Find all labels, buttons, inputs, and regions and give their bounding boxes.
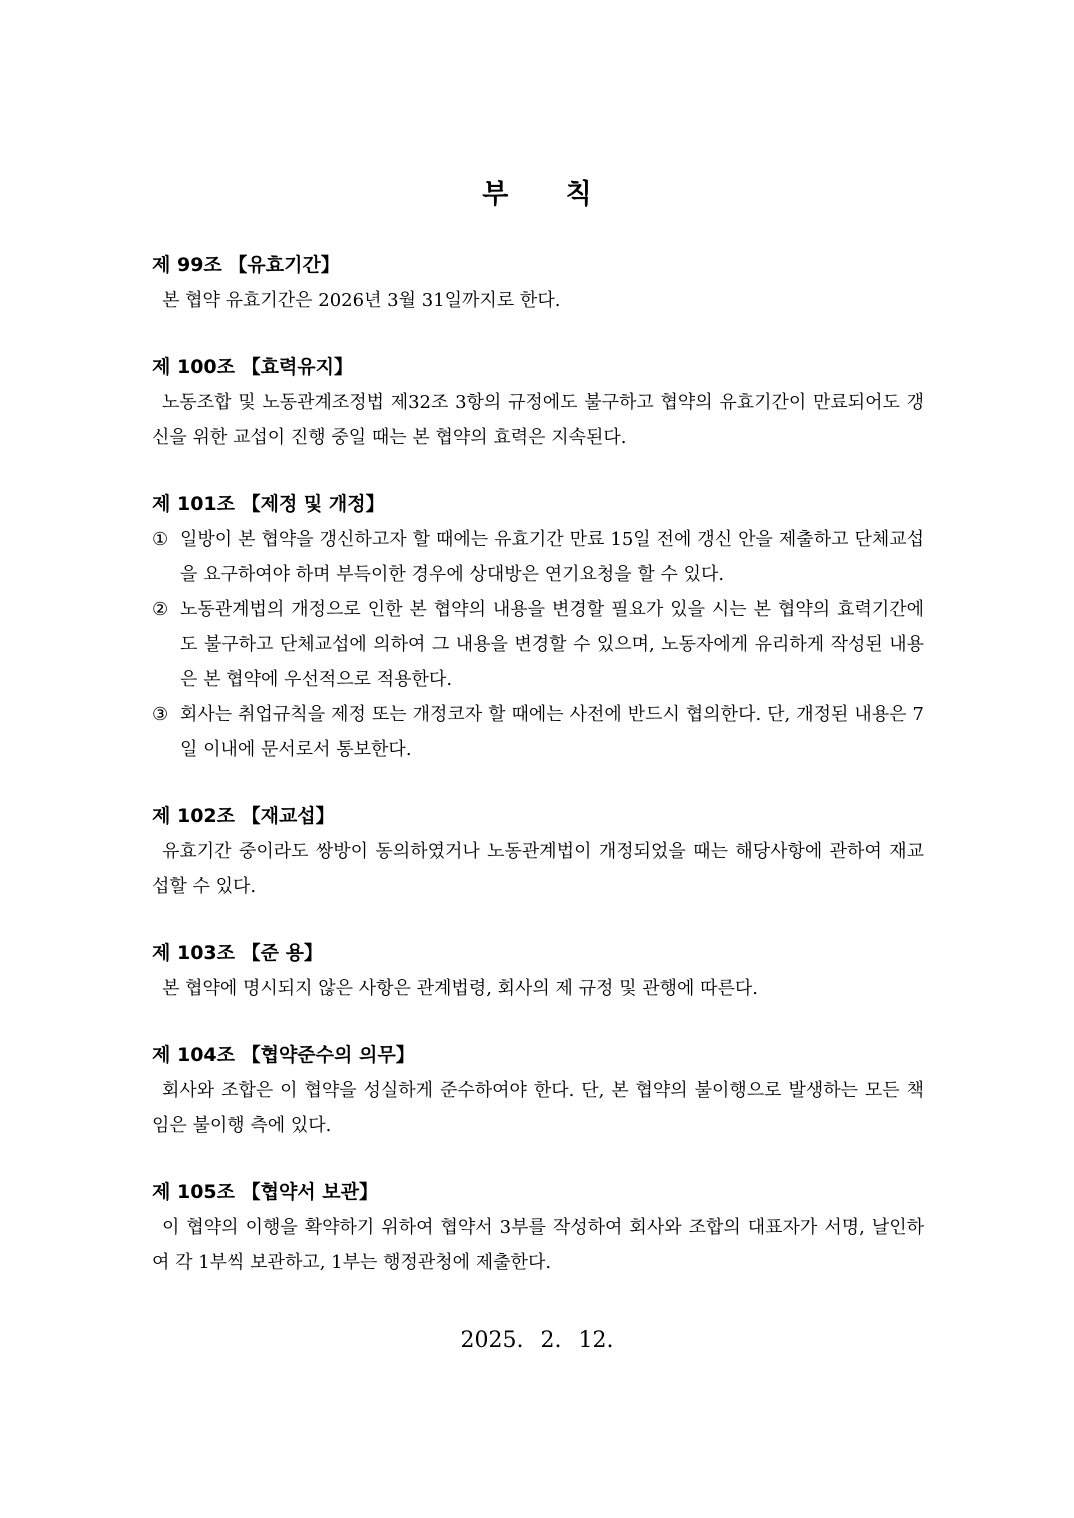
article-heading: 제 103조 【준 용】 — [152, 942, 323, 964]
article-body: 노동조합 및 노동관계조정법 제32조 3항의 규정에도 불구하고 협약의 유효기간이 만료되어도 갱신을 위한 교섭이 진행 중일 때는 본 협약의 효력은 지속된다. — [152, 392, 924, 448]
article-100 — [152, 352, 924, 455]
article-body: 본 협약에 명시되지 않은 사항은 관계법령, 회사의 제 규정 및 관행에 따른다. — [162, 978, 759, 999]
article-102 — [152, 801, 924, 904]
article-body: 이 협약의 이행을 확약하기 위하여 협약서 3부를 작성하여 회사와 조합의 대표자가 서명, 날인하여 각 1부씩 보관하고, 1부는 행정관청에 제출한다. — [152, 1217, 924, 1273]
article-104 — [152, 1040, 924, 1143]
article-heading: 제 104조 【협약준수의 의무】 — [152, 1044, 415, 1066]
document-date: 2025. 2. 12. — [460, 1328, 614, 1353]
clause-item — [152, 697, 924, 767]
articles-container — [152, 250, 924, 1314]
clause-text: 일방이 본 협약을 갱신하고자 할 때에는 유효기간 만료 15일 전에 갱신 안을 제출하고 단체교섭을 요구하여야 하며 부득이한 경우에 상대방은 연기요청을 할 수 있다. — [180, 529, 924, 585]
clause-text: 회사는 취업규칙을 제정 또는 개정코자 할 때에는 사전에 반드시 협의한다. 단, 개정된 내용은 7일 이내에 문서로서 통보한다. — [180, 704, 924, 760]
article-body: 회사와 조합은 이 협약을 성실하게 준수하여야 한다. 단, 본 협약의 불이행으로 발생하는 모든 책임은 불이행 측에 있다. — [152, 1080, 924, 1136]
article-103 — [152, 938, 924, 1006]
article-101 — [152, 489, 924, 767]
article-heading: 제 101조 【제정 및 개정】 — [152, 493, 385, 515]
article-body: 유효기간 중이라도 쌍방이 동의하였거나 노동관계법이 개정되었을 때는 해당사항에 관하여 재교섭할 수 있다. — [152, 841, 924, 897]
page-title: 부 칙 — [482, 179, 592, 210]
clause-text: 노동관계법의 개정으로 인한 본 협약의 내용을 변경할 필요가 있을 시는 본 협약의 효력기간에도 불구하고 단체교섭에 의하여 그 내용을 변경할 수 있으며, 노동자에게 유리하게 작성된 내용은 본 협약에 우선적으로 적용한다. — [180, 599, 924, 690]
article-heading: 제 100조 【효력유지】 — [152, 356, 354, 378]
article-heading: 제 99조 【유효기간】 — [152, 254, 340, 276]
clause-number: ① — [152, 529, 169, 550]
clause-number: ③ — [152, 704, 169, 725]
clause-item — [152, 592, 924, 697]
article-99 — [152, 250, 924, 318]
article-heading: 제 105조 【협약서 보관】 — [152, 1181, 378, 1203]
article-105 — [152, 1177, 924, 1280]
article-heading: 제 102조 【재교섭】 — [152, 805, 335, 827]
clause-item — [152, 522, 924, 592]
clause-number: ② — [152, 599, 169, 620]
article-body: 본 협약 유효기간은 2026년 3월 31일까지로 한다. — [162, 290, 561, 311]
